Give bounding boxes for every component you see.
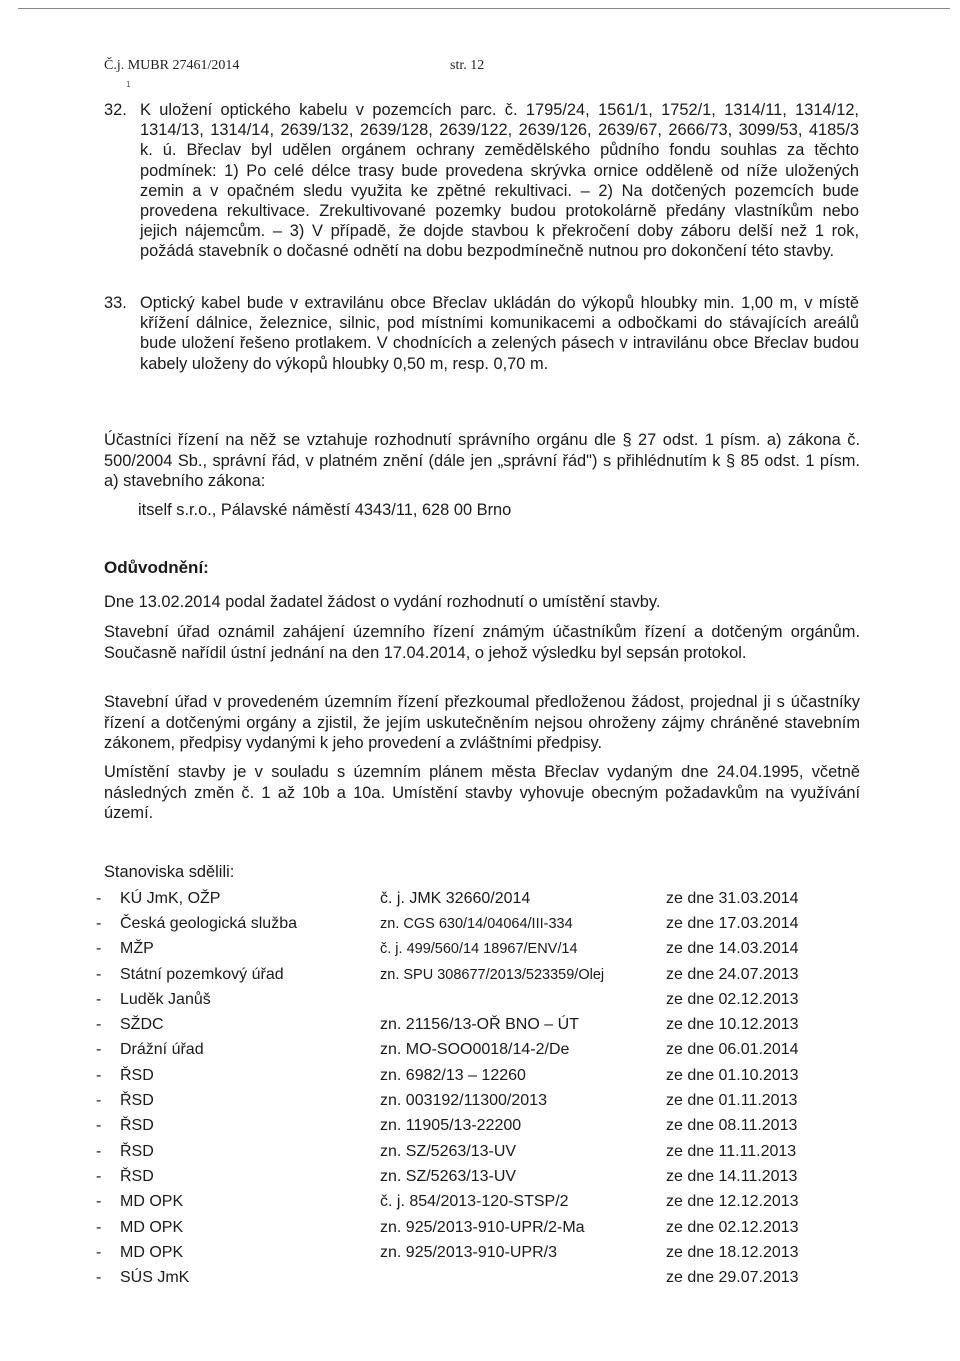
dash-marker: - xyxy=(96,1218,102,1236)
opinion-reference: zn. CGS 630/14/04064/III-334 xyxy=(380,915,573,932)
opinion-reference: zn. SPU 308677/2013/523359/Olej xyxy=(380,966,605,983)
table-row xyxy=(96,1215,826,1240)
reasoning-heading: Odůvodnění: xyxy=(104,558,209,577)
opinion-organization: SŽDC xyxy=(120,1016,164,1034)
table-row xyxy=(96,1038,826,1063)
scan-edge-line xyxy=(18,8,950,9)
opinion-date: ze dne 10.12.2013 xyxy=(666,1016,799,1034)
item-text: K uložení optického kabelu v pozemcích parc. č. 1795/24, 1561/1, 1752/1, 1314/11, 1314/12, 1314/13, 1314/14, 2639/132, 2639/128, 2639/122, 2639/126, 2639/67, 2666/73, 3099/53, 4185/3 k. ú. Břeclav byl udělen orgánem ochrany zemědělského půdního fondu souhlas za těchto podmínek: 1) Po celé délce trasy bude provedena skrývka ornice odděleně od níže uložených zemin a v opačném sledu využita ke zpětné rekultivaci. – 2) Na dotčených pozemcích bude provedena rekultivace. Zrekultivované pozemky budou protokolárně předány vlastníkům nebo jejich nájemcům. – 3) V případě, že dojde stavbou k překročení doby záboru delší než 1 rok, požádá stavebník o dočasné odnětí na dobu bezpodmínečně nutnou pro dokončení této stavby. xyxy=(140,101,859,261)
table-row xyxy=(96,886,826,911)
opinion-reference: zn. 6982/13 – 12260 xyxy=(380,1066,526,1084)
opinion-organization: ŘSD xyxy=(120,1117,154,1135)
reasoning-paragraph: Stavební úřad v provedeném územním řízení přezkoumal předloženou žádost, projednal ji s účastníky řízení a dotčenými orgány a zjistil, že jejím uskutečněním nejsou ohroženy zájmy chráněné stavebním zákonem, předpisy vydanými k jeho provedení a zvláštními předpisy. xyxy=(104,693,860,752)
dash-marker: - xyxy=(96,990,102,1008)
reasoning-paragraph: Umístění stavby je v souladu s územním plánem města Břeclav vydaným dne 24.04.1995, včetně následných změn č. 1 až 10b a 10a. Umístění stavby vyhovuje obecným požadavkům na využívání území. xyxy=(104,763,860,822)
opinion-date: ze dne 08.11.2013 xyxy=(666,1117,798,1135)
dash-marker: - xyxy=(96,940,102,958)
table-row xyxy=(96,962,826,987)
table-row xyxy=(96,1114,826,1139)
stray-mark: 1 xyxy=(126,80,131,89)
page-header xyxy=(104,58,485,74)
opinion-date: ze dne 24.07.2013 xyxy=(666,965,799,983)
opinion-reference: zn. 11905/13-22200 xyxy=(380,1117,522,1135)
table-row xyxy=(96,1063,826,1088)
dash-marker: - xyxy=(96,1041,102,1059)
dash-marker: - xyxy=(96,1243,102,1261)
participant-party: itself s.r.o., Pálavské náměstí 4343/11, 628 00 Brno xyxy=(138,501,512,519)
condition-item-32 xyxy=(104,100,859,262)
dash-marker: - xyxy=(96,1142,102,1160)
opinion-organization: Luděk Janůš xyxy=(120,990,211,1008)
reference-number: Č.j. MUBR 27461/2014 xyxy=(104,58,240,73)
opinion-organization: Státní pozemkový úřad xyxy=(120,965,284,983)
reasoning-paragraph: Dne 13.02.2014 podal žadatel žádost o vydání rozhodnutí o umístění stavby. xyxy=(104,593,661,611)
item-number: 32. xyxy=(104,101,127,119)
opinion-organization: ŘSD xyxy=(120,1142,154,1160)
opinion-reference: zn. 925/2013-910-UPR/3 xyxy=(380,1243,557,1261)
opinion-date: ze dne 12.12.2013 xyxy=(666,1193,799,1211)
table-row xyxy=(96,1139,826,1164)
dash-marker: - xyxy=(96,1167,102,1185)
dash-marker: - xyxy=(96,1092,102,1110)
opinion-date: ze dne 31.03.2014 xyxy=(666,889,799,907)
opinion-reference: č. j. 854/2013-120-STSP/2 xyxy=(380,1193,569,1211)
dash-marker: - xyxy=(96,1117,102,1135)
item-text: Optický kabel bude v extravilánu obce Břeclav ukládán do výkopů hloubky min. 1,00 m, v místě křížení dálnice, železnice, silnic, pod místními komunikacemi a odbočkami do stávajících areálů bude uložení řešeno protlakem. V chodnících a zelených pásech v intravilánu obce Břeclav budou kabely uloženy do výkopů hloubky 0,50 m, resp. 0,70 m. xyxy=(140,294,859,373)
table-row xyxy=(96,987,826,1012)
opinion-date: ze dne 14.03.2014 xyxy=(666,940,799,958)
participants-intro: Účastníci řízení na něž se vztahuje rozhodnutí správního orgánu dle § 27 odst. 1 písm. a) zákona č. 500/2004 Sb., správní řád, v platném znění (dále jen „správní řád") s přihlédnutím k § 85 odst. 1 písm. a) stavebního zákona: xyxy=(104,431,860,490)
opinion-organization: ŘSD xyxy=(120,1167,154,1185)
table-row xyxy=(96,937,826,962)
reasoning-paragraph: Stavební úřad oznámil zahájení územního řízení známým účastníkům řízení a dotčeným orgánům. Současně nařídil ústní jednání na den 17.04.2014, o jehož výsledku byl sepsán protokol. xyxy=(104,623,860,662)
opinion-date: ze dne 02.12.2013 xyxy=(666,990,799,1008)
table-row xyxy=(96,1164,826,1189)
opinion-organization: SÚS JmK xyxy=(120,1269,190,1287)
opinion-organization: Drážní úřad xyxy=(120,1041,204,1059)
dash-marker: - xyxy=(96,1066,102,1084)
opinion-organization: ŘSD xyxy=(120,1066,154,1084)
opinions-table xyxy=(96,886,826,1291)
dash-marker: - xyxy=(96,1016,102,1034)
table-row xyxy=(96,1088,826,1113)
table-row xyxy=(96,1190,826,1215)
opinion-reference xyxy=(380,987,666,1012)
item-number: 33. xyxy=(104,294,127,312)
opinion-date: ze dne 01.10.2013 xyxy=(666,1066,799,1084)
table-row xyxy=(96,911,826,936)
opinion-date: ze dne 29.07.2013 xyxy=(666,1269,799,1287)
opinion-organization: MD OPK xyxy=(120,1193,184,1211)
opinion-organization: Česká geologická služba xyxy=(120,914,297,932)
opinion-reference xyxy=(380,1265,666,1290)
table-row xyxy=(96,1240,826,1265)
opinion-reference: č. j. JMK 32660/2014 xyxy=(380,889,531,907)
opinion-date: ze dne 01.11.2013 xyxy=(666,1092,798,1110)
opinion-organization: ŘSD xyxy=(120,1092,154,1110)
opinion-date: ze dne 18.12.2013 xyxy=(666,1243,799,1261)
opinion-reference: zn. 925/2013-910-UPR/2-Ma xyxy=(380,1218,585,1236)
opinion-date: ze dne 14.11.2013 xyxy=(666,1167,798,1185)
condition-item-33 xyxy=(104,293,859,374)
opinion-reference: č. j. 499/560/14 18967/ENV/14 xyxy=(380,941,578,958)
opinion-reference: zn. 003192/11300/2013 xyxy=(380,1092,547,1110)
opinion-reference: zn. SZ/5263/13-UV xyxy=(380,1167,517,1185)
opinion-organization: MŽP xyxy=(120,940,154,958)
table-row xyxy=(96,1012,826,1037)
opinion-date: ze dne 11.11.2013 xyxy=(666,1142,797,1160)
opinions-label: Stanoviska sdělili: xyxy=(104,863,235,881)
dash-marker: - xyxy=(96,1269,102,1287)
opinion-date: ze dne 02.12.2013 xyxy=(666,1218,799,1236)
opinion-reference: zn. 21156/13-OŘ BNO – ÚT xyxy=(380,1016,579,1034)
dash-marker: - xyxy=(96,1193,102,1211)
opinion-reference: zn. SZ/5263/13-UV xyxy=(380,1142,517,1160)
opinion-reference: zn. MO-SOO0018/14-2/De xyxy=(380,1041,570,1059)
opinion-organization: KÚ JmK, OŽP xyxy=(120,889,221,907)
dash-marker: - xyxy=(96,914,102,932)
page-number: str. 12 xyxy=(450,58,485,73)
opinion-date: ze dne 17.03.2014 xyxy=(666,914,799,932)
dash-marker: - xyxy=(96,889,102,907)
dash-marker: - xyxy=(96,965,102,983)
opinion-date: ze dne 06.01.2014 xyxy=(666,1041,799,1059)
opinion-organization: MD OPK xyxy=(120,1243,184,1261)
opinion-organization: MD OPK xyxy=(120,1218,184,1236)
table-row xyxy=(96,1265,826,1290)
